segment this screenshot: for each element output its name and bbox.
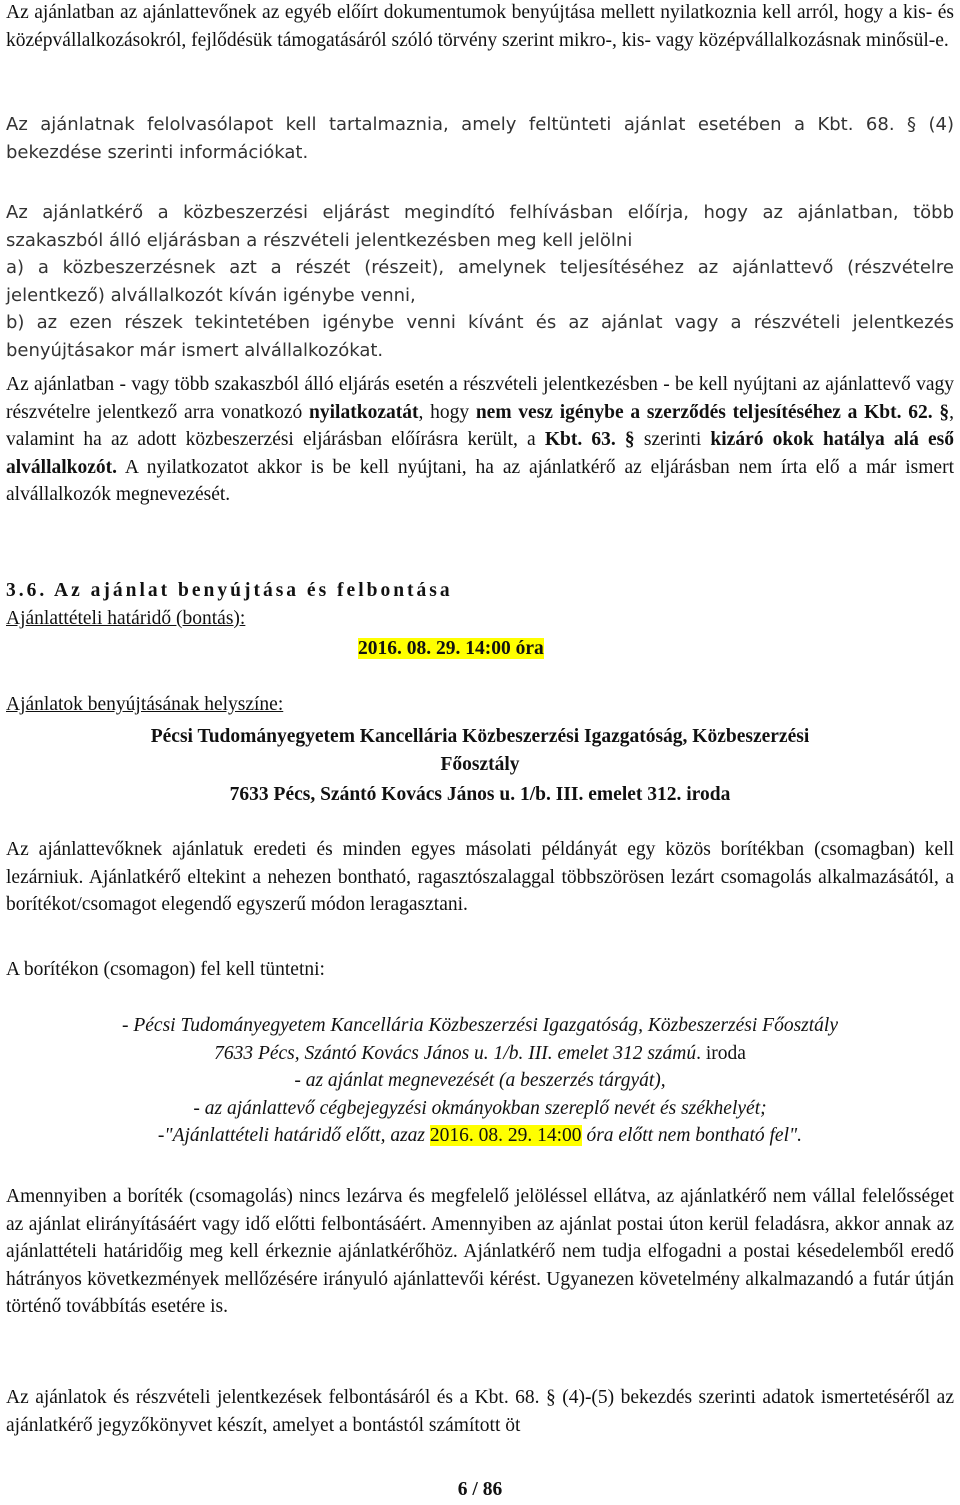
location-line-2: Főosztály (440, 754, 520, 775)
envelope-line-4: - az ajánlattevő cégbejegyzési okmányokban szereplő nevét és székhelyét; (193, 1097, 767, 1119)
paragraph-envelope-sealing: Az ajánlattevőknek ajánlatuk eredeti és minden egyes másolati példányát egy közös borítékban (csomagban) kell lezárniuk. Ajánlatkérő eltekint a nehezen bontható, ragasztószalaggal többszörösen lezárt csomagolás alkalmazásától, a borítékot/csomagot elegendő egyszerű módon leragasztani. (6, 839, 954, 916)
envelope-intro: A borítékon (csomagon) fel kell tüntetni: (6, 959, 325, 980)
envelope-line-3: - az ajánlat megnevezését (a beszerzés tárgyát), (294, 1070, 666, 1092)
envelope-line-2: 7633 Pécs, Szántó Kovács János u. 1/b. III. emelet 312 számú. iroda (214, 1042, 746, 1064)
deadline-value: 2016. 08. 29. 14:00 óra (358, 638, 544, 659)
page-number: 6 / 86 (457, 1479, 503, 1500)
subcontractor-item-a: a) a közbeszerzésnek azt a részét (részeit), amelynek teljesítéséhez az ajánlattevő (részvételre jelentkező) alvállalkozót kíván igénybe venni, (6, 257, 954, 306)
envelope-line-1: - Pécsi Tudományegyetem Kancellária Közbeszerzési Igazgatóság, Közbeszerzési Főosztály (121, 1015, 838, 1036)
envelope-requirements (6, 1012, 954, 1150)
paragraph-reading-sheet: Az ajánlatnak felolvasólapot kell tartalmaznia, amely feltünteti ajánlat esetében a Kbt. 68. § (4) bekezdése szerinti információkat. (6, 114, 954, 163)
deadline-row (6, 635, 954, 663)
deadline-label: Ajánlattételi határidő (bontás): (6, 608, 246, 629)
paragraph-liability: Amennyiben a boríték (csomagolás) nincs lezárva és megfelelő jelöléssel ellátva, az ajánlatkérő nem vállal felelősséget az ajánlat elirányításáért vagy idő előtti felbontásáért. Amennyiben az ajánlat postai úton kerül feladásra, akkor annak az ajánlattételi határidőig meg kell érkeznie ajánlatkérőhöz. Ajánlatkérő nem tudja elfogadni a postai késedelemből eredő hátrányos következmények mellőzésére irányuló ajánlattevői kérést. Ugyanezen követelmény alkalmazandó a futár útján történő továbbítás esetére is. (6, 1186, 954, 1318)
location-line-3: 7633 Pécs, Szántó Kovács János u. 1/b. III. emelet 312. iroda (229, 784, 731, 805)
envelope-line-5: -"Ajánlattételi határidő előtt, azaz 2016. 08. 29. 14:00 óra előtt nem bontható fel". (157, 1125, 803, 1147)
paragraph-opening-minutes: Az ajánlatok és részvételi jelentkezések felbontásáról és a Kbt. 68. § (4)-(5) bekezdés szerinti adatok ismertetéséről az ajánlatkérő jegyzőkönyvet készít, amelyet a bontástól számított öt (6, 1387, 954, 1436)
subcontractor-item-b: b) az ezen részek tekintetében igénybe venni kívánt és az ajánlat vagy a részvételi jelentkezés benyújtásakor már ismert alvállalkozókat. (6, 312, 954, 361)
section-heading: 3.6. Az ajánlat benyújtása és felbontása (6, 580, 453, 601)
paragraph-subcontractors (6, 199, 954, 365)
location-line-1: Pécsi Tudományegyetem Kancellária Közbeszerzési Igazgatóság, Közbeszerzési (150, 726, 810, 747)
location-label: Ajánlatok benyújtásának helyszíne: (6, 694, 284, 715)
paragraph-sme-declaration: Az ajánlatban az ajánlattevőnek az egyéb előírt dokumentumok benyújtása mellett nyilatkoznia kell arról, hogy a kis- és középvállalkozásokról, fejlődésük támogatásáról szóló törvény szerint mikro-, kis- vagy középvállalkozásnak minősül-e. (6, 2, 954, 51)
paragraph-exclusion-declaration: Az ajánlatban - vagy több szakaszból álló eljárás esetén a részvételi jelentkezésben - be kell nyújtani az ajánlattevő vagy részvételre jelentkező arra vonatkozó nyilatkozatát, hogy nem vesz igénybe a szerződés teljesítéséhez a Kbt. 62. §, valamint ha az adott közbeszerzési eljárásban előírásra került, a Kbt. 63. § szerinti kizáró okok hatálya alá eső alvállalkozót. A nyilatkozatot akkor is be kell nyújtani, ha az ajánlatkérő az eljárásban nem írta elő a már ismert alvállalkozók megnevezését. (6, 374, 954, 506)
subcontractor-intro: Az ajánlatkérő a közbeszerzési eljárást megindító felhívásban előírja, hogy az ajánlatban, több szakaszból álló eljárásban a részvételi jelentkezésben meg kell jelölni (6, 202, 954, 251)
